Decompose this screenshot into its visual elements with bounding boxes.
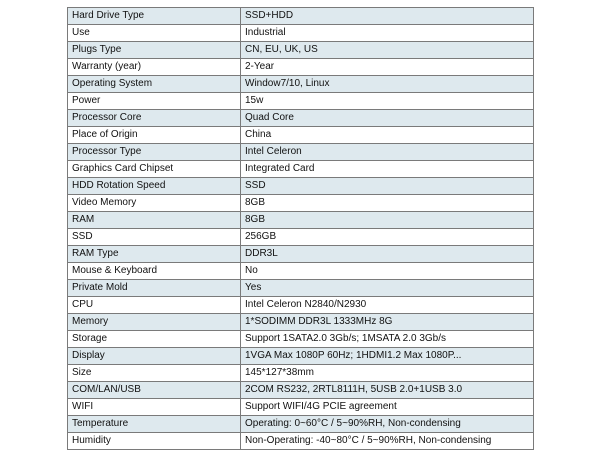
spec-value: 15w — [241, 93, 534, 110]
spec-value: SSD+HDD — [241, 8, 534, 25]
spec-value: Intel Celeron N2840/N2930 — [241, 297, 534, 314]
spec-label: Operating System — [68, 76, 241, 93]
spec-label: Use — [68, 25, 241, 42]
spec-value: DDR3L — [241, 246, 534, 263]
table-row — [68, 416, 534, 433]
table-row — [68, 331, 534, 348]
spec-label: Humidity — [68, 433, 241, 450]
table-row — [68, 8, 534, 25]
spec-value: 8GB — [241, 212, 534, 229]
spec-label: HDD Rotation Speed — [68, 178, 241, 195]
spec-value: Intel Celeron — [241, 144, 534, 161]
table-row — [68, 127, 534, 144]
spec-sheet — [67, 7, 534, 450]
spec-label: Hard Drive Type — [68, 8, 241, 25]
table-row — [68, 144, 534, 161]
table-row — [68, 195, 534, 212]
table-row — [68, 229, 534, 246]
table-row — [68, 314, 534, 331]
table-row — [68, 42, 534, 59]
table-row — [68, 246, 534, 263]
spec-label: Storage — [68, 331, 241, 348]
table-row — [68, 365, 534, 382]
spec-label: Processor Type — [68, 144, 241, 161]
spec-label: Plugs Type — [68, 42, 241, 59]
spec-value: SSD — [241, 178, 534, 195]
spec-value: Operating: 0~60°C / 5~90%RH, Non-condensing — [241, 416, 534, 433]
table-row — [68, 59, 534, 76]
spec-value: 8GB — [241, 195, 534, 212]
spec-value: Yes — [241, 280, 534, 297]
spec-value: 1VGA Max 1080P 60Hz; 1HDMI1.2 Max 1080P... — [241, 348, 534, 365]
spec-label: Warranty (year) — [68, 59, 241, 76]
spec-label: Video Memory — [68, 195, 241, 212]
spec-label: CPU — [68, 297, 241, 314]
spec-value: Non-Operating: -40~80°C / 5~90%RH, Non-condensing — [241, 433, 534, 450]
spec-value: Window7/10, Linux — [241, 76, 534, 93]
table-row — [68, 348, 534, 365]
spec-value: Support WIFI/4G PCIE agreement — [241, 399, 534, 416]
spec-label: SSD — [68, 229, 241, 246]
spec-label: Place of Origin — [68, 127, 241, 144]
spec-value: 2-Year — [241, 59, 534, 76]
spec-label: Processor Core — [68, 110, 241, 127]
spec-value: China — [241, 127, 534, 144]
spec-label: WIFI — [68, 399, 241, 416]
table-row — [68, 25, 534, 42]
spec-label: Graphics Card Chipset — [68, 161, 241, 178]
table-row — [68, 280, 534, 297]
spec-table-body — [68, 8, 534, 450]
table-row — [68, 76, 534, 93]
spec-table — [67, 7, 534, 450]
spec-value: Quad Core — [241, 110, 534, 127]
spec-value: No — [241, 263, 534, 280]
table-row — [68, 212, 534, 229]
table-row — [68, 263, 534, 280]
spec-label: Temperature — [68, 416, 241, 433]
table-row — [68, 433, 534, 450]
spec-label: RAM Type — [68, 246, 241, 263]
spec-label: Private Mold — [68, 280, 241, 297]
table-row — [68, 93, 534, 110]
table-row — [68, 178, 534, 195]
table-row — [68, 297, 534, 314]
spec-label: Memory — [68, 314, 241, 331]
spec-value: CN, EU, UK, US — [241, 42, 534, 59]
spec-label: COM/LAN/USB — [68, 382, 241, 399]
spec-value: 145*127*38mm — [241, 365, 534, 382]
table-row — [68, 399, 534, 416]
spec-label: Size — [68, 365, 241, 382]
spec-value: 256GB — [241, 229, 534, 246]
spec-value: 2COM RS232, 2RTL8111H, 5USB 2.0+1USB 3.0 — [241, 382, 534, 399]
table-row — [68, 382, 534, 399]
table-row — [68, 161, 534, 178]
spec-value: 1*SODIMM DDR3L 1333MHz 8G — [241, 314, 534, 331]
spec-value: Integrated Card — [241, 161, 534, 178]
spec-label: Mouse & Keyboard — [68, 263, 241, 280]
spec-label: Power — [68, 93, 241, 110]
spec-label: Display — [68, 348, 241, 365]
spec-label: RAM — [68, 212, 241, 229]
spec-value: Industrial — [241, 25, 534, 42]
table-row — [68, 110, 534, 127]
spec-value: Support 1SATA2.0 3Gb/s; 1MSATA 2.0 3Gb/s — [241, 331, 534, 348]
